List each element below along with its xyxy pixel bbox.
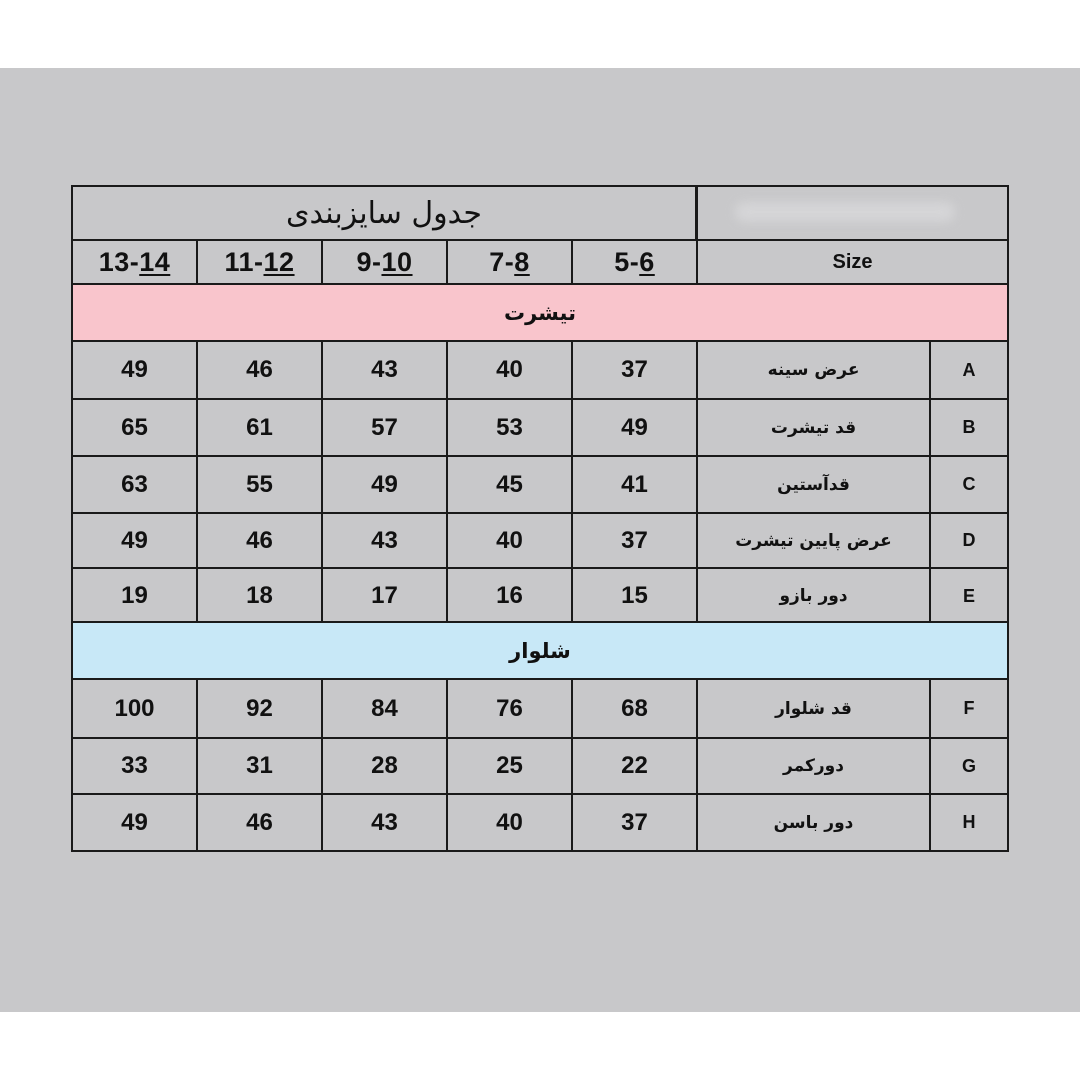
value-cell [71,455,198,514]
row-letter: D [962,530,976,550]
value-cell [571,793,698,852]
measure-name-cell [696,793,931,852]
value-cell [71,678,198,739]
measurement-value: 49 [371,470,398,498]
measurement-value: 22 [621,752,648,779]
measurement-value: 28 [371,752,398,779]
measure-name-cell [696,567,931,625]
measurement-value: 37 [621,526,648,554]
row-letter-cell [929,567,1009,625]
size-header-end: 8 [514,246,530,277]
value-cell [71,793,198,852]
value-cell [571,512,698,569]
table-title-cell [71,185,697,241]
measurement-value: 49 [121,808,148,836]
size-label: Size [832,250,873,273]
section-header-0 [71,283,1009,342]
blurred-logo [735,202,955,222]
section-header-1 [71,621,1009,680]
row-letter-cell [929,793,1009,852]
value-cell [196,455,323,514]
measure-name-cell [696,512,931,569]
row-letter: C [962,474,976,494]
section-title: شلوار [509,638,571,663]
measurement-value: 40 [496,808,523,836]
value-cell [571,678,698,739]
measurement-value: 31 [246,752,273,779]
value-cell [321,567,448,625]
measure-name: دور بازو [779,586,848,606]
measurement-value: 65 [121,413,148,441]
row-letter: G [961,755,976,776]
measurement-value: 41 [621,470,648,498]
measurement-value: 53 [496,413,523,441]
measurement-value: 49 [621,413,648,441]
row-letter-cell [929,455,1009,514]
value-cell [321,340,448,400]
value-cell [321,737,448,795]
size-header-1 [446,239,573,285]
row-letter-cell [929,678,1009,739]
measure-name-cell [696,340,931,400]
value-cell [321,793,448,852]
measurement-value: 46 [246,808,273,836]
size-header-start: 7- [489,246,515,277]
measurement-value: 84 [371,694,398,722]
value-cell [446,793,573,852]
measure-name-cell [696,737,931,795]
size-header-end: 10 [381,246,413,277]
measurement-value: 15 [621,582,648,609]
measurement-value: 16 [496,582,523,609]
measurement-value: 45 [496,470,523,498]
measurement-value: 43 [371,808,398,836]
value-cell [71,567,198,625]
value-cell [446,455,573,514]
row-letter-cell [929,512,1009,569]
value-cell [71,737,198,795]
measurement-value: 100 [114,694,155,722]
value-cell [446,678,573,739]
measure-name: دور باسن [773,812,854,833]
size-header-start: 13- [98,246,140,277]
measurement-value: 25 [496,752,523,779]
measurement-value: 40 [496,526,523,554]
measurement-value: 40 [496,356,523,383]
value-cell [71,398,198,457]
page-title: جدول سایزبندی [286,195,482,231]
measurement-value: 76 [496,694,523,722]
measurement-value: 49 [121,526,148,554]
row-letter: E [962,585,975,606]
value-cell [446,340,573,400]
measure-name-cell [696,398,931,457]
measurement-value: 37 [621,356,648,383]
size-header-2 [321,239,448,285]
value-cell [321,455,448,514]
measurement-value: 55 [246,470,273,498]
value-cell [571,567,698,625]
size-header-start: 5- [614,246,640,277]
measurement-value: 61 [246,413,273,441]
value-cell [571,737,698,795]
value-cell [321,512,448,569]
row-letter: H [962,812,976,832]
value-cell [446,567,573,625]
measure-name-cell [696,678,931,739]
measure-name: عرض پایین تیشرت [735,530,892,551]
row-letter-cell [929,340,1009,400]
measurement-value: 33 [121,752,148,779]
measurement-value: 46 [246,356,273,383]
value-cell [71,512,198,569]
measurement-value: 37 [621,808,648,836]
size-header-0 [571,239,698,285]
measurement-value: 49 [121,356,148,383]
measure-name: عرض سینه [767,360,860,380]
size-header-start: 9- [356,246,382,277]
measurement-value: 17 [371,582,398,609]
value-cell [446,512,573,569]
measurement-value: 68 [621,694,648,722]
size-header-end: 6 [639,246,655,277]
row-letter: A [962,359,976,380]
value-cell [71,340,198,400]
measurement-value: 43 [371,526,398,554]
value-cell [321,678,448,739]
value-cell [196,398,323,457]
measurement-value: 63 [121,470,148,498]
row-letter: B [962,417,976,437]
measurement-value: 43 [371,356,398,383]
value-cell [571,398,698,457]
measure-name: قدآستین [777,474,850,495]
size-header-end: 14 [139,246,171,277]
value-cell [196,512,323,569]
value-cell [196,567,323,625]
row-letter: F [963,698,975,718]
measurement-value: 46 [246,526,273,554]
measure-name: قد تیشرت [770,417,857,438]
measure-name: قد شلوار [775,698,852,719]
size-header-4 [71,239,198,285]
value-cell [196,793,323,852]
size-label-cell [696,239,1009,285]
measurement-value: 57 [371,413,398,441]
value-cell [321,398,448,457]
section-title: تیشرت [504,300,576,325]
size-header-3 [196,239,323,285]
value-cell [571,455,698,514]
value-cell [196,340,323,400]
measurement-value: 18 [246,582,273,609]
measurement-value: 19 [121,582,148,609]
value-cell [571,340,698,400]
size-header-end: 12 [263,246,295,277]
measurement-value: 92 [246,694,273,722]
row-letter-cell [929,737,1009,795]
value-cell [196,737,323,795]
size-header-start: 11- [224,246,264,277]
measure-name: دورکمر [783,756,844,776]
value-cell [446,737,573,795]
value-cell [196,678,323,739]
measure-name-cell [696,455,931,514]
value-cell [446,398,573,457]
row-letter-cell [929,398,1009,457]
